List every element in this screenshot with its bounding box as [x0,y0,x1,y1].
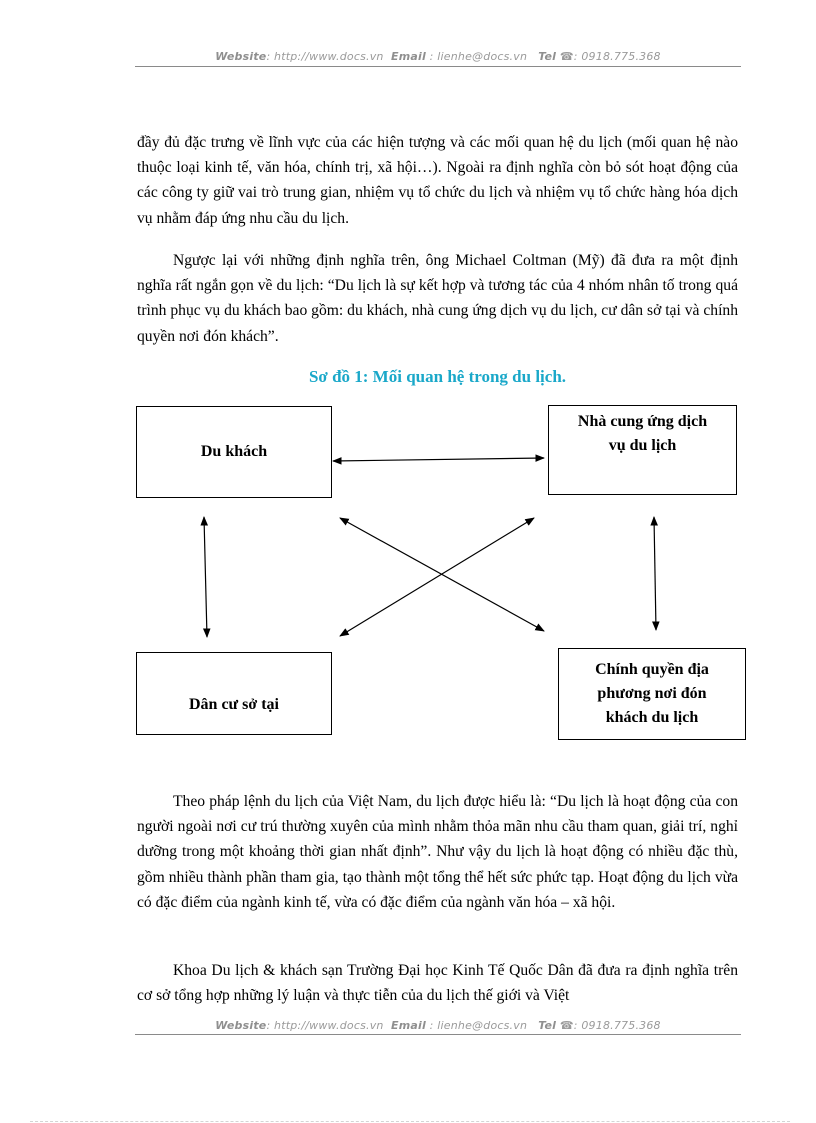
paragraph-4: Khoa Du lịch & khách sạn Trường Đại học Kinh Tế Quốc Dân đã đưa ra định nghĩa trên cơ sở tổng hợp những lý luận và thực tiễn của du lịch thế giới và Việt [137,962,738,1005]
paragraph-3: Theo pháp lệnh du lịch của Việt Nam, du lịch được hiểu là: “Du lịch là hoạt động của con người ngoài nơi cư trú thường xuyên của mình nhằm thỏa mãn nhu cầu tham quan, giải trí, nghỉ dưỡng trong một khoảng thời gian nhất định”. Như vậy du lịch là hoạt động có nhiều đặc thù, gồm nhiều thành phần tham gia, tạo thành một tổng thể hết sức phức tạp. Hoạt động du lịch vừa có đặc điểm của ngành kinh tế, vừa có đặc điểm của ngành văn hóa – xã hội. [137,793,738,911]
box-government [558,648,746,740]
box-residents-label: Dân cư sở tại [188,696,279,713]
arrow-tourist-government [340,518,544,631]
diagram-caption: Sơ đồ 1: Mối quan hệ trong du lịch. [308,367,567,386]
box-supplier [548,405,737,495]
page-footer [135,1019,741,1032]
paragraph-1: đầy đủ đặc trưng về lĩnh vực của các hiện tượng và các mối quan hệ du lịch (mối quan hệ nào thuộc loại kinh tế, văn hóa, chính trị, xã hội…). Ngoài ra định nghĩa còn bỏ sót hoạt động của các công ty giữ vai trò trung gian, nhiệm vụ tổ chức du lịch và nhiệm vụ tổ chức hàng hóa dịch vụ nhằm đáp ứng nhu cầu du lịch. [137,134,738,227]
box-tourist [136,406,332,498]
box-tourist-label: Du khách [200,443,268,460]
page-break-line [30,1121,790,1122]
email-label: Email [391,50,426,63]
email-value: : lienhe@docs.vn [425,1019,528,1032]
arrow-tourist-supplier [333,458,544,461]
tel-value: ☎: 0918.775.368 [559,50,661,63]
website-value: : http://www.docs.vn [266,50,384,63]
tel-label: Tel [538,50,557,63]
header-rule [135,66,741,67]
box-government-label: Chính quyền địa phương nơi đón khách du lịch [595,661,709,726]
arrow-supplier-government [654,517,656,630]
email-label: Email [391,1019,426,1032]
website-value: : http://www.docs.vn [266,1019,384,1032]
box-supplier-label: Nhà cung ứng dịch vụ du lịch [577,413,708,454]
email-value: : lienhe@docs.vn [425,50,528,63]
tel-value: ☎: 0918.775.368 [559,1019,661,1032]
paragraph-2: Ngược lại với những định nghĩa trên, ông Michael Coltman (Mỹ) đã đưa ra một định nghĩa rất ngắn gọn về du lịch: “Du lịch là sự kết hợp và tương tác của 4 nhóm nhân tố trong quá trình phục vụ du khách bao gồm: du khách, nhà cung ứng dịch vụ du lịch, cư dân sở tại và chính quyền nơi đón khách”. [137,252,738,345]
footer-rule [135,1034,741,1035]
tel-label: Tel [538,1019,557,1032]
website-label: Website [215,50,267,63]
arrow-supplier-residents [340,518,534,636]
website-label: Website [215,1019,267,1032]
page-header [135,50,741,63]
box-residents [136,652,332,735]
arrow-tourist-residents [204,517,207,637]
